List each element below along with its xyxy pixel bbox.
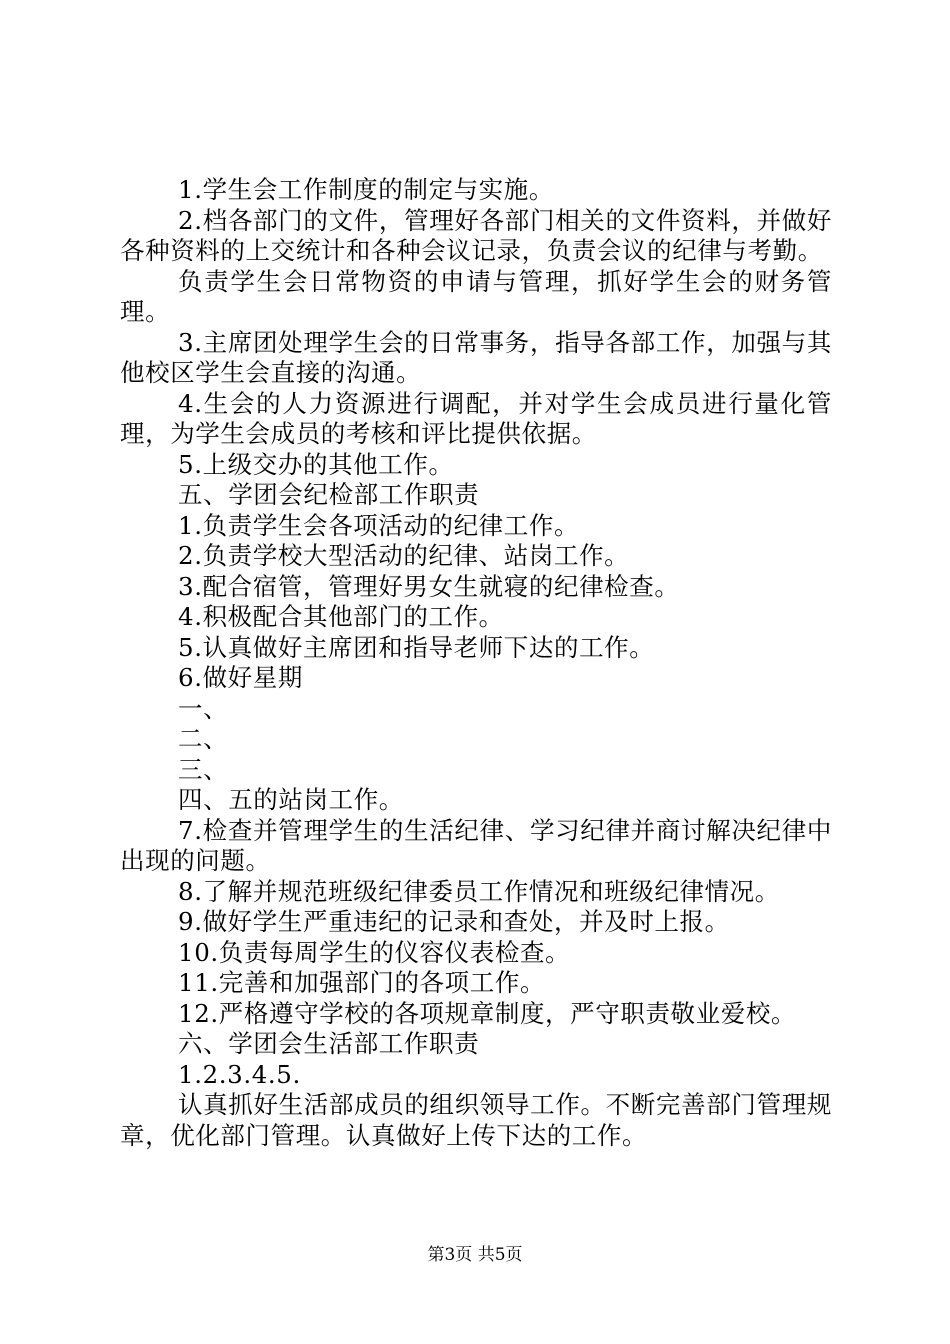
paragraph: 9.做好学生严重违纪的记录和查处，并及时上报。 xyxy=(178,907,730,936)
paragraph: 5.认真做好主席团和指导老师下达的工作。 xyxy=(178,632,655,662)
paragraph: 2.档各部门的文件，管理好各部门相关的文件资料，并做好各种资料的上交统计和各种会议记录，负责会议的纪律与考勤。 xyxy=(120,205,832,265)
paragraph: 5.上级交办的其他工作。 xyxy=(178,449,454,479)
paragraph: 3.主席团处理学生会的日常事务，指导各部工作，加强与其他校区学生会直接的沟通。 xyxy=(120,327,832,387)
paragraph: 负责学生会日常物资的申请与管理，抓好学生会的财务管理。 xyxy=(120,266,832,326)
paragraph: 8.了解并规范班级纪律委员工作情况和班级纪律情况。 xyxy=(178,876,780,906)
paragraph: 7.检查并管理学生的生活纪律、学习纪律并商讨解决纪律中出现的问题。 xyxy=(120,815,832,875)
paragraph: 四、五的站岗工作。 xyxy=(178,785,404,814)
paragraph: 2.负责学校大型活动的纪律、站岗工作。 xyxy=(178,541,630,570)
paragraph: 三、 xyxy=(178,754,229,784)
section-heading: 六、学团会生活部工作职责 xyxy=(178,1029,480,1058)
paragraph: 1.2.3.4.5. xyxy=(178,1059,301,1089)
paragraph: 认真抓好生活部成员的组织领导工作。不断完善部门管理规章，优化部门管理。认真做好上传下达的工作。 xyxy=(120,1090,832,1150)
document-body xyxy=(120,175,832,1151)
section-heading: 五、学团会纪检部工作职责 xyxy=(178,480,480,509)
paragraph: 6.做好星期 xyxy=(178,663,303,692)
paragraph: 1.学生会工作制度的制定与实施。 xyxy=(178,175,554,204)
paragraph: 12.严格遵守学校的各项规章制度，严守职责敬业爱校。 xyxy=(178,998,797,1028)
paragraph: 二、 xyxy=(178,724,229,753)
paragraph: 4.积极配合其他部门的工作。 xyxy=(178,602,504,631)
paragraph: 11.完善和加强部门的各项工作。 xyxy=(178,968,546,997)
paragraph: 10.负责每周学生的仪容仪表检查。 xyxy=(178,937,571,967)
paragraph: 1.负责学生会各项活动的纪律工作。 xyxy=(178,510,580,540)
page-footer: 第3页 共5页 xyxy=(427,1245,523,1265)
paragraph: 4.生会的人力资源进行调配，并对学生会成员进行量化管理，为学生会成员的考核和评比提供依据。 xyxy=(120,388,832,448)
paragraph: 一、 xyxy=(178,693,229,723)
paragraph: 3.配合宿管，管理好男女生就寝的纪律检查。 xyxy=(178,571,680,601)
